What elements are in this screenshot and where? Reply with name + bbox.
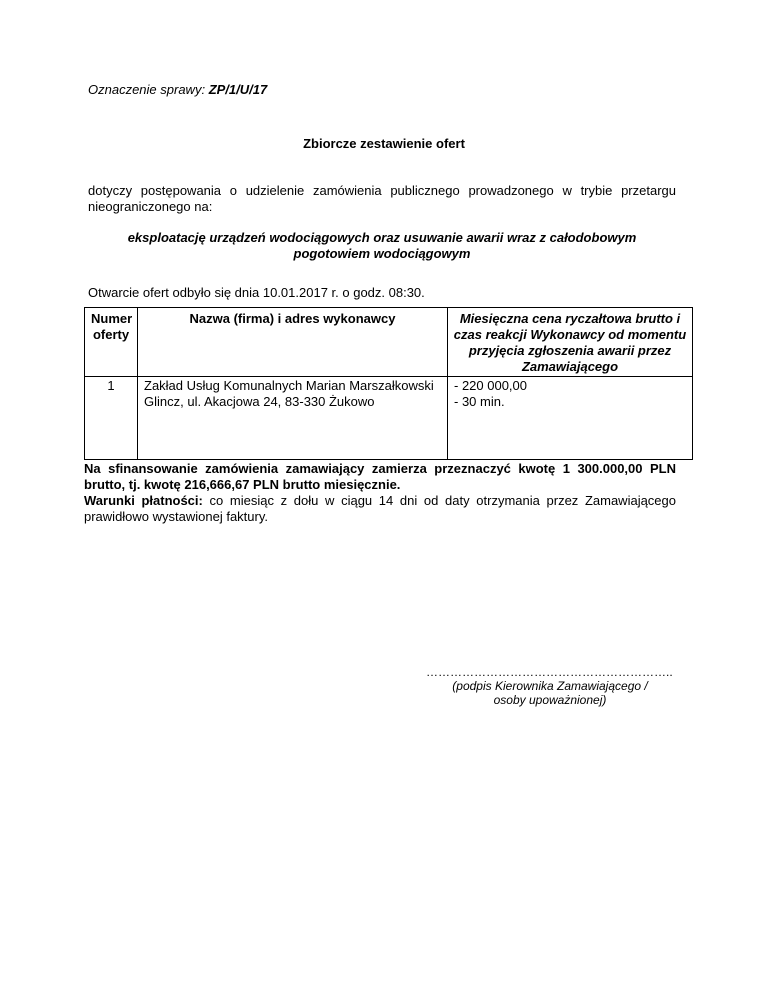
- header-offer-number: Numer oferty: [85, 308, 138, 377]
- intro-paragraph: dotyczy postępowania o udzielenie zamówienia publicznego prowadzonego w trybie przetargu nieograniczonego na:: [88, 183, 676, 214]
- contractor-name: Zakład Usług Komunalnych Marian Marszałkowski: [144, 378, 434, 393]
- case-number: ZP/1/U/17: [208, 82, 268, 97]
- payment-text: co miesiąc z dołu w ciągu 14 dni od daty otrzymania przez Zamawiającego prawidłowo wystawionej faktury.: [84, 493, 677, 524]
- header-contractor: Nazwa (firma) i adres wykonawcy: [138, 308, 448, 377]
- signature-caption: [430, 679, 670, 707]
- opening-statement: Otwarcie ofert odbyło się dnia 10.01.2017 r. o godz. 08:30.: [88, 285, 425, 300]
- contractor-cell: [138, 377, 448, 460]
- case-reference: [88, 82, 267, 98]
- document-title: Zbiorcze zestawienie ofert: [303, 136, 465, 151]
- offer-number-cell: 1: [85, 377, 138, 460]
- offer-price: - 220 000,00: [454, 378, 528, 393]
- funding-section: [84, 461, 676, 525]
- price-reaction-cell: [448, 377, 693, 460]
- signature-line: ……………………………………………………..: [426, 665, 673, 679]
- offer-reaction-time: - 30 min.: [454, 394, 505, 409]
- payment-terms: [84, 493, 676, 525]
- table-row: [85, 377, 693, 460]
- table-header-row: [85, 308, 693, 377]
- payment-label: Warunki płatności:: [84, 493, 203, 508]
- contractor-address: Glincz, ul. Akacjowa 24, 83-330 Żukowo: [144, 394, 375, 409]
- signature-caption-line1: (podpis Kierownika Zamawiającego /: [452, 679, 648, 693]
- header-price-reaction: Miesięczna cena ryczałtowa brutto i czas reakcji Wykonawcy od momentu przyjęcia zgłoszenia awarii przez Zamawiającego: [448, 308, 693, 377]
- signature-caption-line2: osoby upoważnionej): [493, 693, 607, 707]
- funding-amount: Na sfinansowanie zamówienia zamawiający zamierza przeznaczyć kwotę 1 300.000,00 PLN brutto, tj. kwotę 216,666,67 PLN brutto miesięcznie.: [84, 461, 676, 492]
- case-label: Oznaczenie sprawy:: [88, 82, 206, 97]
- offers-table: [84, 307, 693, 460]
- procurement-subject: eksploatację urządzeń wodociągowych oraz usuwanie awarii wraz z całodobowym pogotowiem wodociągowym: [127, 230, 637, 261]
